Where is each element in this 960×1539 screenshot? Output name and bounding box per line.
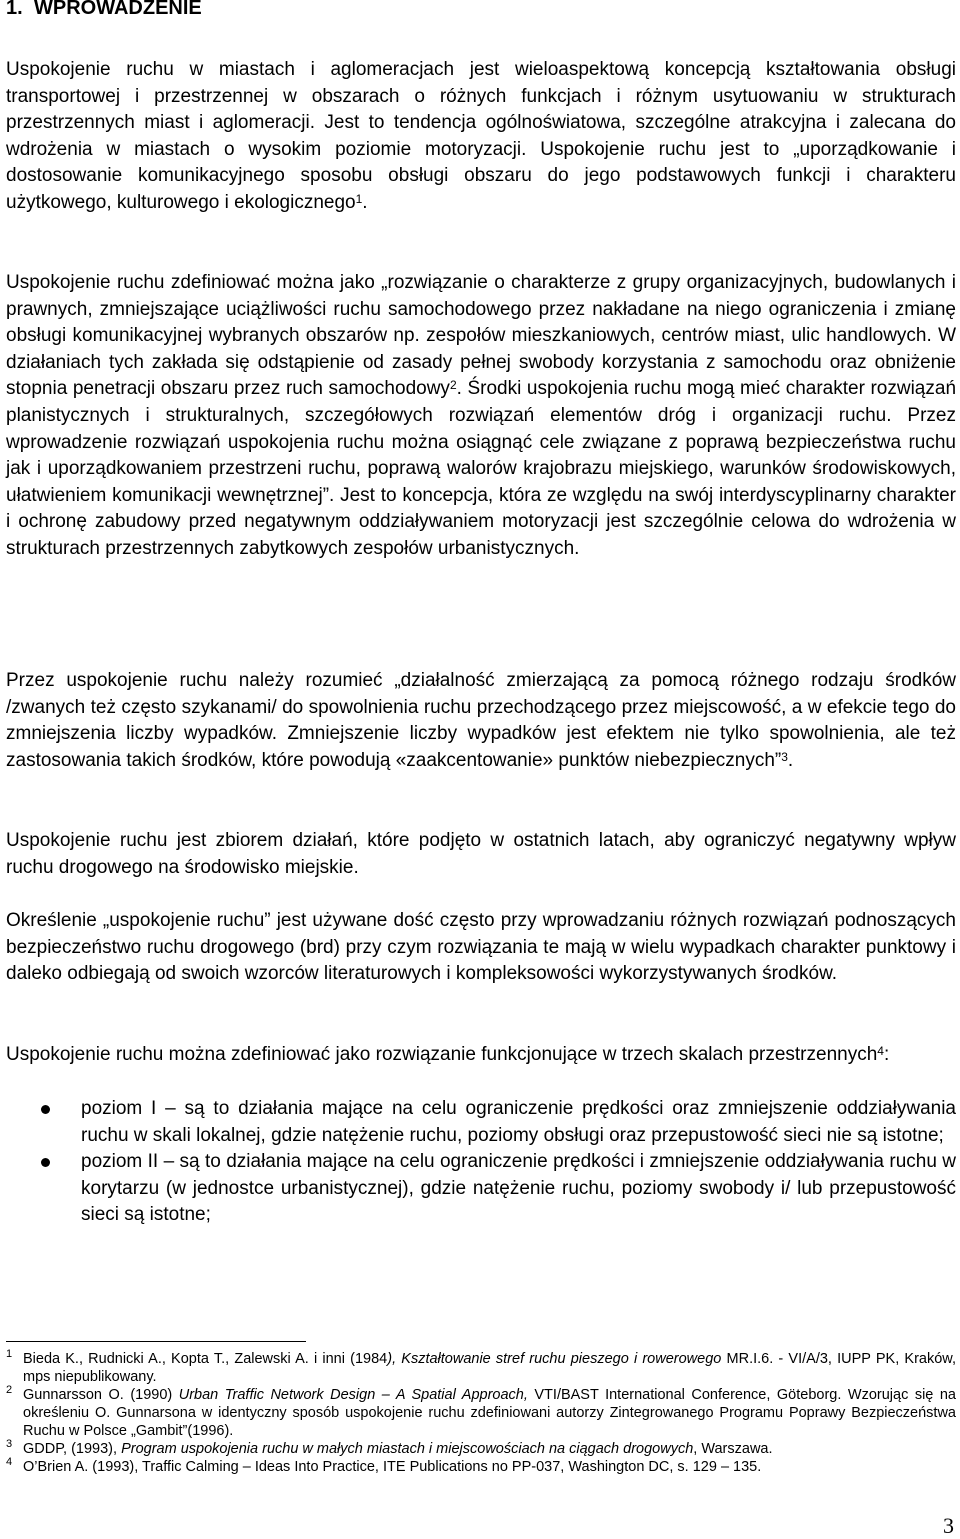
- section-number: 1.: [6, 0, 23, 19]
- paragraph-intro: [6, 57, 956, 217]
- footnote-number: 1: [6, 1348, 13, 1360]
- section-heading: [6, 0, 202, 20]
- paragraph-text: Przez uspokojenie ruchu należy rozumieć „działalność zmierzającą za pomocą różnego rodzaju środków /zwanych też często szykanami/ do spowolnienia ruchu przechodzącego przez miejscowość, a w efekcie tego do zmniejszenia liczby wypadków. Zmniejszenie liczby wypadków jest efektem nie tylko spowolnienia, ale też zastosowania takich środków, które powodują «zaakcentowanie» punktów niebezpiecznych”: [6, 670, 956, 771]
- footnote-ref: 2: [449, 378, 457, 393]
- paragraph-text-end: .: [787, 749, 794, 771]
- footnote: [6, 1386, 956, 1440]
- paragraph-understanding: [6, 668, 956, 774]
- list-item-text: poziom II – są to działania mające na celu ograniczenie prędkości i zmniejszenie oddziaływania ruchu w korytarzu (w jednostce urbanistycznej), gdzie natężenie ruchu, poziomy swobody i/ lub przepustowość sieci są istotne;: [81, 1151, 956, 1226]
- bullet-icon: [41, 1105, 50, 1114]
- footnote-ref: 3: [781, 749, 788, 764]
- footnote: [6, 1458, 956, 1476]
- paragraph-text-end: .: [362, 191, 368, 213]
- list-item: [6, 1096, 956, 1149]
- section-title: WPROWADZENIE: [34, 0, 202, 19]
- footnote-separator: [6, 1341, 306, 1342]
- footnote-text: Bieda K., Rudnicki A., Kopta T., Zalewski A. i inni (1984: [23, 1351, 388, 1367]
- paragraph-text-end: . Środki uspokojenia ruchu mogą mieć charakter rozwiązań planistycznych i strukturalnych, szczegółowych rozwiązań elementów dróg i organizacji ruchu. Przez wprowadzenie rozwiązań uspokojenia ruchu można osiągnąć cele związane z poprawą bezpieczeństwa ruchu jak i uporządkowaniem przestrzeni ruchu, poprawą walorów krajobrazu miejskiego, warunków środowiskowych, ułatwieniem komunikacji wewnętrznej”. Jest to koncepcja, która ze względu na swój interdyscyplinarny charakter i ochronę zabudowy przed negatywnym oddziaływaniem motoryzacji jest szczególnie celowa do wdrożenia w strukturach przestrzennych zabytkowych zespołów urbanistycznych.: [6, 378, 957, 559]
- paragraph-definition: [6, 270, 956, 563]
- footnotes: [6, 1350, 956, 1476]
- footnote-title: Program uspokojenia ruchu w małych miastach i miejscowościach na ciągach drogowych: [121, 1441, 694, 1457]
- paragraph-text: Uspokojenie ruchu w miastach i aglomeracjach jest wieloaspektową koncepcją kształtowania obsługi transportowej i przestrzennej w obszarach o różnych funkcjach i różnym usytuowaniu w strukturach przestrzennych miast i aglomeracji. Jest to tendencja ogólnoświatowa, szczególne atrakcyjna i zalecana do wdrożenia w miastach o wysokim poziomie motoryzacji. Uspokojenie ruchu jest to „uporządkowanie i dostosowanie komunikacyjnego sposobu obsługi obszaru do jego podstawowych funkcji i charakteru użytkowego, kulturowego i ekologicznego: [6, 59, 956, 213]
- footnote-title: ), Kształtowanie stref ruchu pieszego i rowerowego: [387, 1351, 722, 1367]
- bullet-icon: [41, 1158, 50, 1167]
- paragraph-text: Uspokojenie ruchu zdefiniować można jako „rozwiązanie o charakterze z grupy organizacyjnych, budowlanych i prawnych, zmniejszające uciążliwości ruchu samochodowego przez nakładane na niego ograniczenia i zmianę obsługi komunikacyjnej wybranych obszarów np. zespołów mieszkaniowych, centrów miast, ulic handlowych. W działaniach tych zakłada się odstąpienie od zasady pełnej swobody korzystania z samochodu oraz obniżenie stopnia penetracji obszaru przez ruch samochodowy: [6, 272, 956, 400]
- footnote-ref: 4: [877, 1044, 884, 1058]
- page-number: 3: [943, 1513, 954, 1538]
- footnote-text: MR.I.6. - VI/A/3, IUPP PK, Kraków, mps niepublikowany.: [23, 1351, 957, 1385]
- list-item: [6, 1149, 956, 1229]
- footnote-number: 2: [6, 1384, 13, 1396]
- paragraph-scales: [6, 1042, 956, 1069]
- footnote-text: O’Brien A. (1993), Traffic Calming – Ideas Into Practice, ITE Publications no PP-037, Washington DC, s. 129 – 135.: [23, 1459, 762, 1475]
- list-item-text: poziom I – są to działania mające na celu ograniczenie prędkości oraz zmniejszenie oddziaływania ruchu w skali lokalnej, gdzie natężenie ruchu, poziomy obsługi oraz przepustowość sieci nie są istotne;: [81, 1098, 956, 1146]
- paragraph-text: Uspokojenie ruchu można zdefiniować jako rozwiązanie funkcjonujące w trzech skalach przestrzennych: [6, 1044, 878, 1065]
- footnote-text: GDDP, (1993),: [23, 1441, 122, 1457]
- footnote-number: 4: [6, 1456, 13, 1468]
- footnote: [6, 1350, 956, 1386]
- paragraph-term-usage: Określenie „uspokojenie ruchu” jest używane dość często przy wprowadzaniu różnych rozwiązań podnoszących bezpieczeństwo ruchu drogowego (brd) przy czym rozwiązania te mają w wielu wypadkach charakter punktowy i daleko odbiegają od swoich wzorców literaturowych i kompleksowości wykorzystywanych środków.: [6, 910, 956, 985]
- footnote-text: , Warszawa.: [693, 1441, 773, 1457]
- footnote-text: VTI/BAST International Conference, Göteborg. Wzorując się na określeniu O. Gunnarsona w identyczny sposób uspokojenie ruchu zdefiniowani autorzy Zintegrowanego Programu Poprawy Bezpieczeństwa Ruchu w Polsce „Gambit”(1996).: [23, 1387, 956, 1439]
- footnote: [6, 1440, 956, 1458]
- footnote-number: 3: [6, 1438, 13, 1450]
- paragraph-actions: Uspokojenie ruchu jest zbiorem działań, które podjęto w ostatnich latach, aby ograniczyć negatywny wpływ ruchu drogowego na środowisko miejskie.: [6, 830, 956, 878]
- bullet-list: [6, 1096, 956, 1229]
- footnote-ref: 1: [355, 191, 363, 206]
- footnote-text: Gunnarsson O. (1990): [23, 1387, 179, 1403]
- footnote-title: Urban Traffic Network Design – A Spatial Approach,: [178, 1387, 528, 1403]
- paragraph-text-end: :: [883, 1044, 890, 1065]
